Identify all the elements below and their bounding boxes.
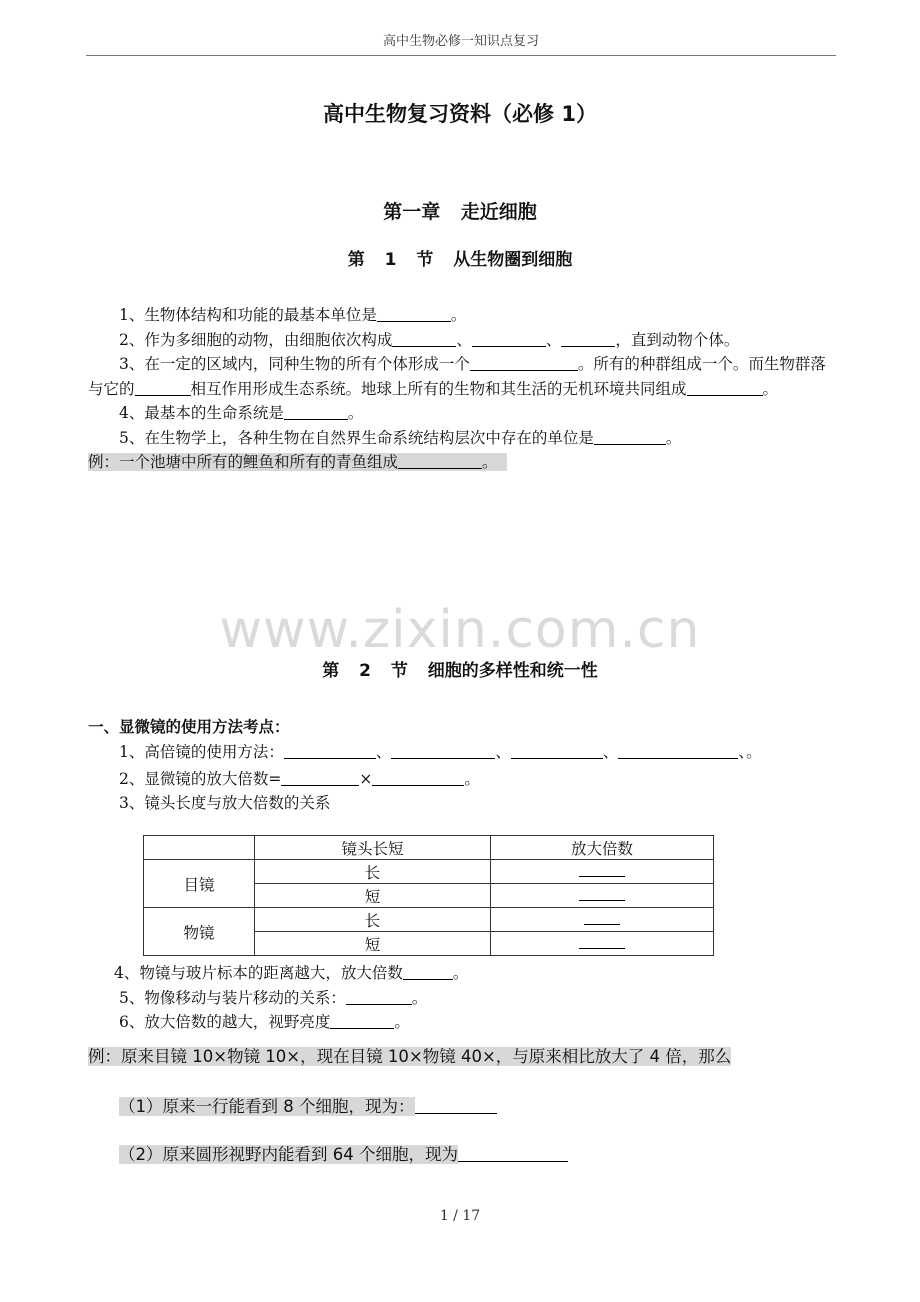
magnification-cell (491, 932, 714, 956)
answer-blank (284, 742, 376, 759)
length-cell: 短 (255, 884, 491, 908)
question-1: 1、生物体结构和功能的最基本单位是 。 (119, 306, 467, 324)
lens-table (143, 835, 714, 956)
eyepiece-label: 目镜 (144, 860, 255, 908)
answer-blank (579, 886, 625, 901)
microscope-heading: 一、显微镜的使用方法考点： (88, 718, 290, 736)
section-1-title: 第 1 节 从生物圈到细胞 (347, 250, 573, 270)
answer-blank (330, 1012, 394, 1029)
page-number: 1 / 17 (439, 1208, 481, 1224)
answer-blank (391, 742, 495, 759)
magnification-cell (491, 908, 714, 932)
answer-blank (470, 354, 578, 371)
answer-blank (584, 910, 620, 925)
answer-blank (403, 963, 453, 980)
length-cell: 短 (255, 932, 491, 956)
section-2-title: 第 2 节 细胞的多样性和统一性 (322, 661, 598, 681)
magnification-cell (491, 860, 714, 884)
question-s2-5: 5、物像移动与装片移动的关系： 。 (119, 988, 428, 1007)
question-2: 2、作为多细胞的动物，由细胞依次构成 、 、 ，直到动物个体。 (119, 330, 740, 349)
answer-blank (594, 428, 666, 445)
magnification-cell (491, 884, 714, 908)
length-cell: 长 (255, 908, 491, 932)
section-1-questions (88, 303, 834, 475)
answer-blank (377, 305, 451, 322)
answer-blank (561, 330, 615, 347)
answer-blank (511, 742, 603, 759)
example-2-sub-2: （2）原来圆形视野内能看到 64 个细胞，现为 (119, 1141, 568, 1165)
question-5: 5、在生物学上，各种生物在自然界生命系统结构层次中存在的单位是 。 (119, 428, 682, 447)
chapter-title: 第一章 走近细胞 (383, 201, 537, 223)
answer-blank (687, 379, 763, 396)
question-s2-2: 2、显微镜的放大倍数= × 。 (119, 769, 480, 788)
watermark: www.zixin.com.cn (219, 600, 701, 660)
section-2-questions (88, 740, 834, 816)
question-s2-4: 4、物镜与玻片标本的距离越大，放大倍数 。 (114, 964, 469, 982)
question-s2-3: 3、镜头长度与放大倍数的关系 (119, 794, 331, 812)
table-row (144, 860, 714, 884)
document-title: 高中生物复习资料（必修 1） (323, 102, 597, 126)
question-s2-6: 6、放大倍数的越大，视野亮度 。 (119, 1013, 410, 1031)
example-2: 例：原来目镜 10×物镜 10×，现在目镜 10×物镜 40×，与原来相比放大了 4 倍，那么 (88, 1047, 732, 1066)
running-header: 高中生物必修一知识点复习 (86, 30, 836, 56)
answer-blank (472, 330, 546, 347)
answer-blank (415, 1097, 497, 1114)
answer-blank (281, 769, 359, 786)
answer-blank (579, 934, 625, 949)
example-1: 例：一个池塘中所有的鲤鱼和所有的青鱼组成 。 (88, 450, 834, 475)
table-header-magnification: 放大倍数 (491, 836, 714, 860)
table-header-lens-length: 镜头长短 (255, 836, 491, 860)
answer-blank (392, 330, 456, 347)
example-2-sub-1: （1）原来一行能看到 8 个细胞，现为： (119, 1093, 497, 1117)
table-header-empty (144, 836, 255, 860)
question-3: 3、在一定的区域内，同种生物的所有个体形成一个 。所有的种群组成一个。而生物群落与它的 相互作用形成生态系统。地球上所有的生物和其生活的无机环境共同组成 。 (88, 355, 826, 398)
question-s2-1: 1、高倍镜的使用方法： 、 、 、 、。 (119, 743, 762, 761)
answer-blank (346, 988, 412, 1005)
section-2-more-questions (88, 961, 834, 1035)
answer-blank (135, 379, 191, 396)
length-cell: 长 (255, 860, 491, 884)
answer-blank (579, 862, 625, 877)
table-row (144, 908, 714, 932)
answer-blank (372, 769, 464, 786)
answer-blank (618, 742, 738, 759)
answer-blank (458, 1145, 568, 1162)
question-4: 4、最基本的生命系统是 。 (119, 404, 364, 422)
answer-blank (398, 452, 482, 469)
objective-label: 物镜 (144, 908, 255, 956)
answer-blank (284, 403, 348, 420)
table-header-row (144, 836, 714, 860)
